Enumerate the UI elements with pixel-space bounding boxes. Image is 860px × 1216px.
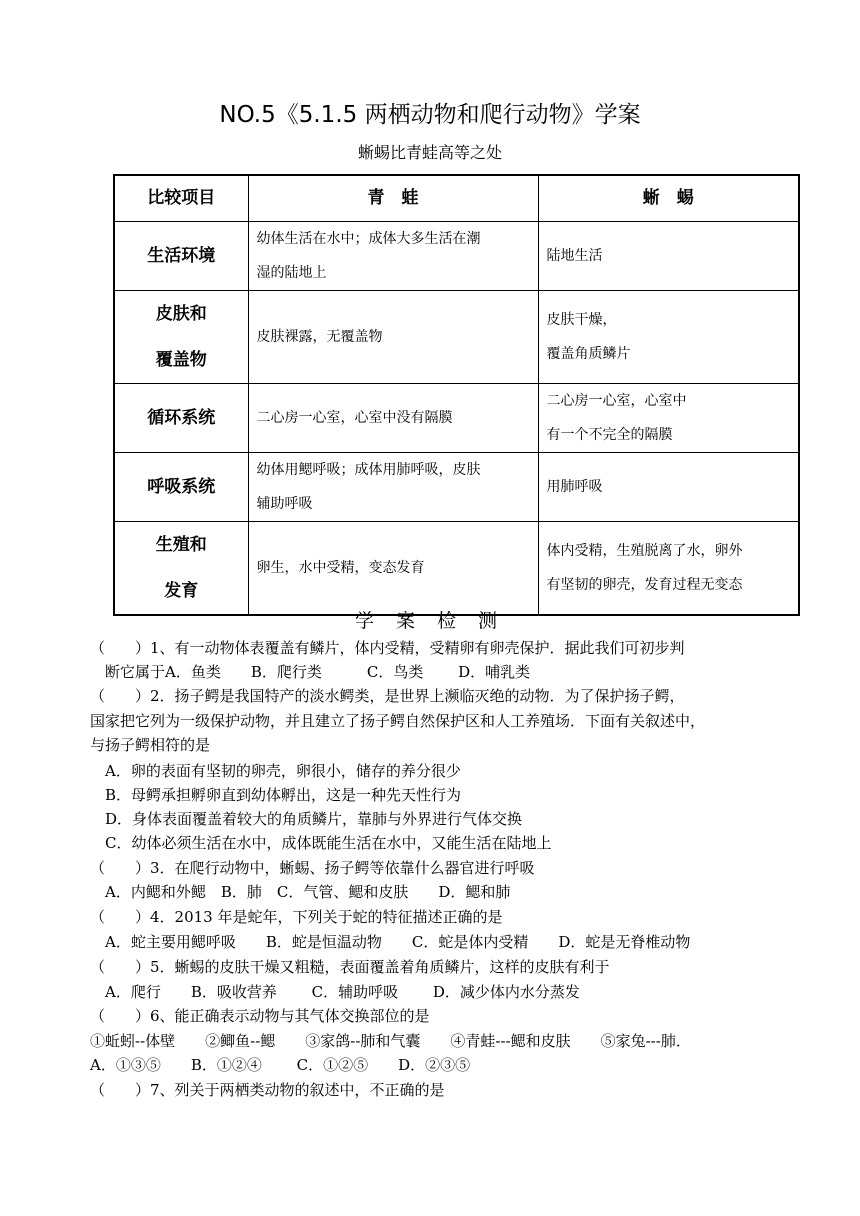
frog-cell: 二心房一心室，心室中没有隔膜 [248, 383, 538, 452]
table-row [114, 521, 799, 615]
page-title: NO.5《5.1.5 两栖动物和爬行动物》学案 [219, 102, 641, 128]
quiz-line: 与扬子鳄相符的是 [90, 736, 211, 754]
frog-cell: 卵生，水中受精，变态发育 [248, 521, 538, 615]
row-label: 皮肤和 覆盖物 [114, 290, 248, 383]
header-frog: 青 蛙 [248, 175, 538, 221]
quiz-line: （ ）1、有一动物体表覆盖有鳞片，体内受精，受精卵有卵壳保护．据此我们可初步判 [90, 639, 685, 657]
frog-cell: 皮肤裸露，无覆盖物 [248, 290, 538, 383]
table-row [114, 452, 799, 521]
quiz-line: （ ）3．在爬行动物中，蜥蜴、扬子鳄等依靠什么器官进行呼吸 [90, 859, 535, 877]
quiz-line: A．蛇主要用鳃呼吸 B．蛇是恒温动物 C．蛇是体内受精 D．蛇是无脊椎动物 [90, 933, 691, 951]
quiz-line: A．内鳃和外鳃 B．肺 C．气管、鳃和皮肤 D．鳃和肺 [90, 883, 511, 901]
header-item: 比较项目 [114, 175, 248, 221]
row-label: 呼吸系统 [114, 452, 248, 521]
quiz-line: 国家把它列为一级保护动物，并且建立了扬子鳄自然保护区和人工养殖场．下面有关叙述中， [90, 712, 706, 730]
comparison-table [113, 174, 800, 616]
quiz-line: A．①③⑤ B．①②④ C．①②⑤ D．②③⑤ [90, 1056, 471, 1074]
row-label: 生活环境 [114, 221, 248, 290]
quiz-line: （ ）6、能正确表示动物与其气体交换部位的是 [90, 1007, 430, 1025]
quiz-line: （ ）5．蜥蜴的皮肤干燥又粗糙，表面覆盖着角质鳞片，这样的皮肤有利于 [90, 958, 610, 976]
table-row [114, 383, 799, 452]
quiz-line: B．母鳄承担孵卵直到幼体孵出，这是一种先天性行为 [90, 786, 462, 804]
quiz-line: 断它属于A．鱼类 B．爬行类 C．鸟类 D．哺乳类 [90, 663, 531, 681]
quiz-line: （ ）7、列关于两栖类动物的叙述中，不正确的是 [90, 1081, 445, 1099]
frog-cell: 幼体用鳃呼吸；成体用肺呼吸，皮肤 辅助呼吸 [248, 452, 538, 521]
quiz-line: A．爬行 B．吸收营养 C．辅助呼吸 D．减少体内水分蒸发 [90, 983, 580, 1001]
lizard-cell: 陆地生活 [538, 221, 799, 290]
quiz-line: （ ）4．2013 年是蛇年，下列关于蛇的特征描述正确的是 [90, 908, 503, 926]
table-row [114, 290, 799, 383]
page-subtitle: 蜥蜴比青蛙高等之处 [357, 143, 502, 162]
lizard-cell: 用肺呼吸 [538, 452, 799, 521]
lizard-cell: 体内受精，生殖脱离了水，卵外 有坚韧的卵壳，发育过程无变态 [538, 521, 799, 615]
lizard-cell: 皮肤干燥， 覆盖角质鳞片 [538, 290, 799, 383]
quiz-line: A．卵的表面有坚韧的卵壳，卵很小，储存的养分很少 [90, 762, 461, 780]
quiz-line: ①蚯蚓--体壁 ②鲫鱼--鳃 ③家鸽--肺和气囊 ④青蛙---鳃和皮肤 ⑤家兔---肺． [90, 1032, 691, 1050]
quiz-line: （ ）2．扬子鳄是我国特产的淡水鳄类，是世界上濒临灭绝的动物．为了保护扬子鳄， [90, 687, 685, 705]
header-lizard: 蜥 蜴 [538, 175, 799, 221]
table-row [114, 221, 799, 290]
quiz-line: D．身体表面覆盖着较大的角质鳞片，靠肺与外界进行气体交换 [90, 810, 523, 828]
quiz-line: C．幼体必须生活在水中，成体既能生活在水中，又能生活在陆地上 [90, 834, 552, 852]
row-label: 循环系统 [114, 383, 248, 452]
row-label: 生殖和 发育 [114, 521, 248, 615]
lizard-cell: 二心房一心室，心室中 有一个不完全的隔膜 [538, 383, 799, 452]
frog-cell: 幼体生活在水中；成体大多生活在潮 湿的陆地上 [248, 221, 538, 290]
table-header-row [114, 175, 799, 221]
quiz-heading: 学 案 检 测 [354, 610, 506, 632]
